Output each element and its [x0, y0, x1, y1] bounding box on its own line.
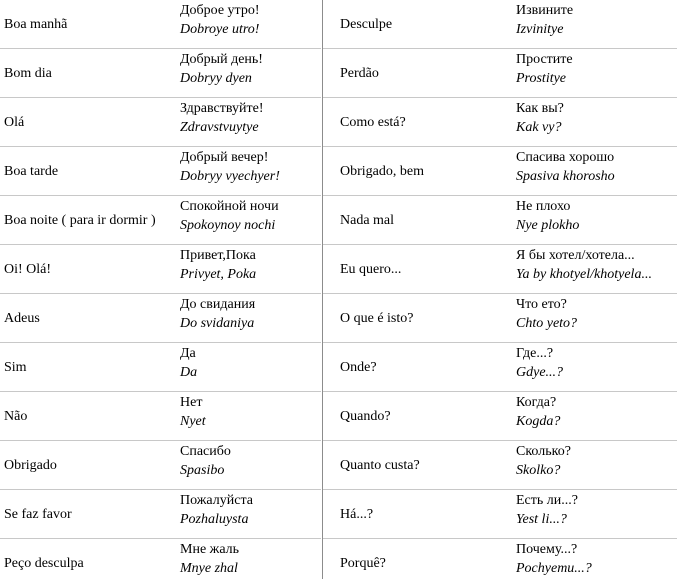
russian-phrase — [180, 441, 231, 480]
transliteration-text: Skolko? — [516, 463, 561, 478]
phrase-row — [0, 98, 322, 147]
russian-phrase — [516, 98, 564, 137]
transliteration-text: Kogda? — [516, 414, 561, 429]
cyrillic-text: Добрый день! — [180, 52, 263, 67]
transliteration-text: Nye plokho — [516, 218, 580, 233]
russian-phrase — [180, 490, 253, 529]
transliteration-text: Do svidaniya — [180, 316, 255, 331]
phrase-row — [323, 196, 677, 245]
russian-phrase — [516, 441, 571, 480]
transliteration-text: Ya by khotyel/khotyela... — [516, 267, 652, 282]
cyrillic-text: Что ето? — [516, 297, 567, 312]
cyrillic-text: Есть ли...? — [516, 493, 578, 508]
transliteration-text: Chto yeto? — [516, 316, 578, 331]
phrase-row — [0, 539, 322, 588]
cyrillic-text: Спокойной ночи — [180, 199, 279, 214]
cyrillic-text: До свидания — [180, 297, 256, 312]
transliteration-text: Da — [180, 365, 198, 380]
russian-phrase — [516, 294, 577, 333]
transliteration-text: Pochyemu...? — [516, 561, 592, 576]
portuguese-phrase: Adeus — [4, 311, 40, 326]
transliteration-text: Yest li...? — [516, 512, 567, 527]
portuguese-phrase: Oi! Olá! — [4, 262, 52, 277]
russian-phrase — [180, 147, 280, 186]
russian-phrase — [180, 196, 279, 235]
transliteration-text: Kak vy? — [516, 120, 562, 135]
transliteration-text: Privyet, Poka — [180, 267, 257, 282]
russian-phrase — [180, 343, 197, 382]
transliteration-text: Spasibo — [180, 463, 225, 478]
cyrillic-text: Спасибо — [180, 444, 231, 459]
phrase-row — [323, 49, 677, 98]
portuguese-phrase: Porquê? — [340, 556, 386, 571]
portuguese-phrase: Desculpe — [340, 17, 393, 32]
phrase-row — [0, 196, 322, 245]
portuguese-phrase: Obrigado, bem — [340, 164, 424, 179]
portuguese-phrase: Eu quero... — [340, 262, 402, 277]
portuguese-phrase: Onde? — [340, 360, 377, 375]
portuguese-phrase: Nada mal — [340, 213, 395, 228]
russian-phrase — [516, 245, 652, 284]
transliteration-text: Mnye zhal — [180, 561, 238, 576]
portuguese-phrase: Olá — [4, 115, 25, 130]
portuguese-phrase: Como está? — [340, 115, 406, 130]
transliteration-text: Zdravstvuytye — [180, 120, 259, 135]
russian-phrase — [180, 245, 256, 284]
russian-phrase — [516, 147, 615, 186]
portuguese-phrase: Boa manhã — [4, 17, 68, 32]
phrase-row — [323, 245, 677, 294]
transliteration-text: Spasiva khorosho — [516, 169, 615, 184]
cyrillic-text: Как вы? — [516, 101, 564, 116]
portuguese-phrase: Peço desculpa — [4, 556, 84, 571]
cyrillic-text: Пожалуйста — [180, 493, 253, 508]
transliteration-text: Dobryy dyen — [180, 71, 252, 86]
russian-phrase — [180, 392, 206, 431]
cyrillic-text: Спасива хорошо — [516, 150, 615, 165]
portuguese-phrase: Quanto custa? — [340, 458, 420, 473]
russian-phrase — [516, 0, 573, 39]
phrase-row — [323, 98, 677, 147]
phrase-row — [323, 441, 677, 490]
cyrillic-text: Почему...? — [516, 542, 578, 557]
portuguese-phrase: Há...? — [340, 507, 374, 522]
phrase-row — [323, 343, 677, 392]
russian-phrase — [180, 539, 239, 578]
cyrillic-text: Привет,Пока — [180, 248, 256, 263]
portuguese-phrase: Se faz favor — [4, 507, 72, 522]
cyrillic-text: Я бы хотел/хотела... — [516, 248, 635, 263]
cyrillic-text: Сколько? — [516, 444, 571, 459]
cyrillic-text: Мне жаль — [180, 542, 240, 557]
portuguese-phrase: Obrigado — [4, 458, 57, 473]
phrase-row — [323, 294, 677, 343]
cyrillic-text: Нет — [180, 395, 203, 410]
russian-phrase — [180, 0, 260, 39]
portuguese-phrase: Bom dia — [4, 66, 52, 81]
phrase-row — [323, 0, 677, 49]
transliteration-text: Pozhaluysta — [180, 512, 249, 527]
russian-phrase — [180, 294, 255, 333]
phrase-row — [0, 294, 322, 343]
phrase-row — [0, 490, 322, 539]
phrase-row — [0, 343, 322, 392]
cyrillic-text: Да — [180, 346, 196, 361]
phrase-row — [323, 539, 677, 588]
russian-phrase — [516, 343, 563, 382]
cyrillic-text: Где...? — [516, 346, 554, 361]
phrase-row — [0, 245, 322, 294]
portuguese-phrase: Quando? — [340, 409, 391, 424]
cyrillic-text: Простите — [516, 52, 573, 67]
phrase-row — [0, 147, 322, 196]
russian-phrase — [180, 49, 263, 88]
transliteration-text: Gdye...? — [516, 365, 564, 380]
russian-phrase — [516, 490, 578, 529]
transliteration-text: Dobroye utro! — [180, 22, 260, 37]
cyrillic-text: Не плохо — [516, 199, 571, 214]
portuguese-phrase: Boa tarde — [4, 164, 59, 179]
phrase-row — [323, 490, 677, 539]
transliteration-text: Izvinitye — [516, 22, 564, 37]
portuguese-phrase: O que é isto? — [340, 311, 414, 326]
cyrillic-text: Извините — [516, 3, 574, 18]
russian-phrase — [516, 49, 573, 88]
cyrillic-text: Когда? — [516, 395, 557, 410]
phrase-row — [0, 0, 322, 49]
cyrillic-text: Здравствуйте! — [180, 101, 264, 116]
russian-phrase — [516, 392, 560, 431]
transliteration-text: Dobryy vyechyer! — [180, 169, 280, 184]
portuguese-phrase: Boa noite ( para ir dormir ) — [4, 213, 156, 228]
portuguese-phrase: Perdão — [340, 66, 379, 81]
portuguese-phrase: Não — [4, 409, 28, 424]
transliteration-text: Spokoynoy nochi — [180, 218, 276, 233]
transliteration-text: Prostitye — [516, 71, 567, 86]
phrase-row — [0, 392, 322, 441]
phrase-row — [0, 49, 322, 98]
russian-phrase — [516, 196, 579, 235]
russian-phrase — [180, 98, 263, 137]
portuguese-phrase: Sim — [4, 360, 27, 375]
phrase-row — [323, 147, 677, 196]
phrase-row — [323, 392, 677, 441]
cyrillic-text: Добрый вечер! — [180, 150, 269, 165]
transliteration-text: Nyet — [180, 414, 206, 429]
russian-phrase — [516, 539, 592, 578]
cyrillic-text: Доброе утро! — [180, 3, 260, 18]
phrase-row — [0, 441, 322, 490]
